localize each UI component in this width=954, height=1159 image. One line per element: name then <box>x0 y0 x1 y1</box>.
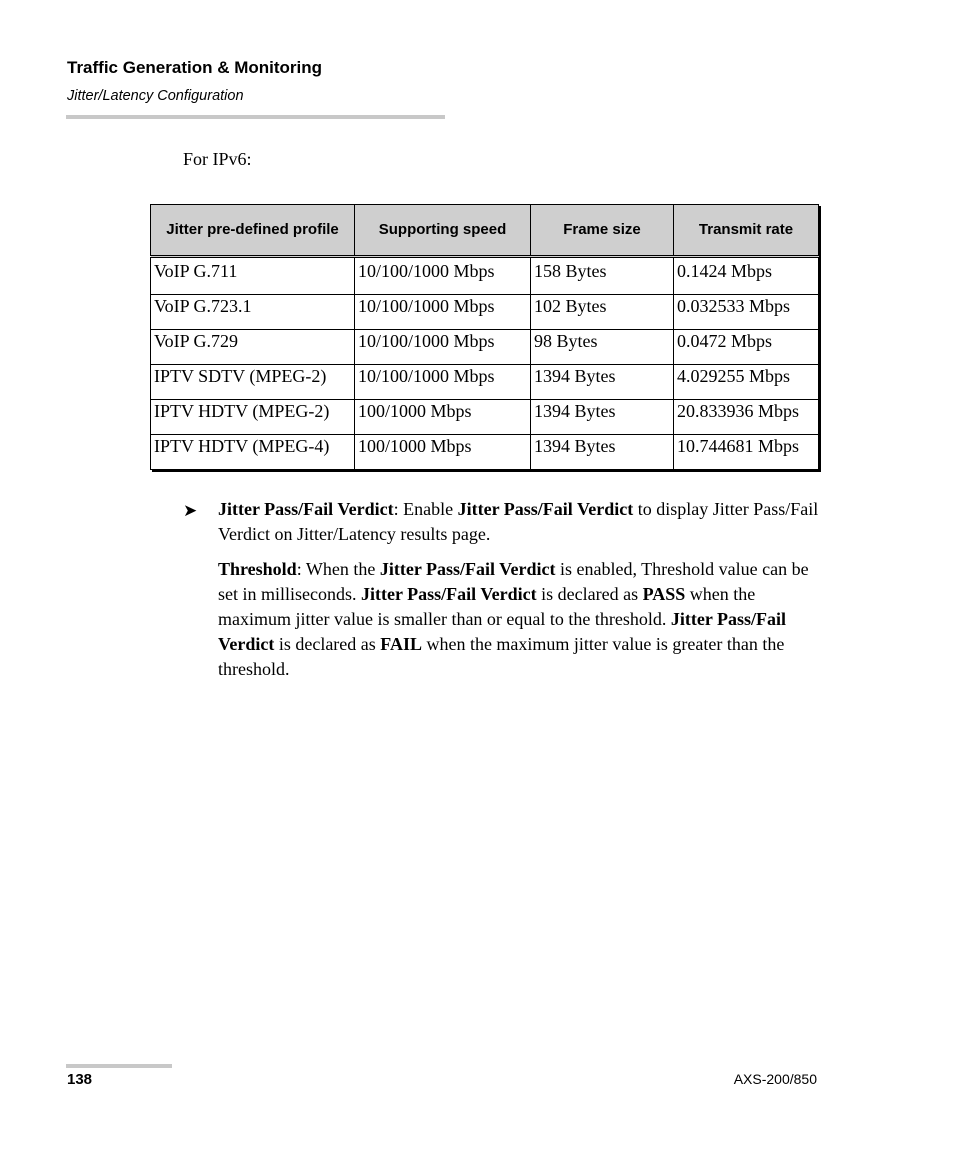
cell-profile: VoIP G.729 <box>151 330 355 365</box>
cell-speed: 10/100/1000 Mbps <box>355 257 531 295</box>
running-header-subtitle: Jitter/Latency Configuration <box>67 88 244 104</box>
text-span: is enabled, Threshold value can be set in milliseconds. <box>218 559 809 604</box>
table-row <box>151 400 819 435</box>
fail-label: FAIL <box>380 634 422 654</box>
cell-speed: 10/100/1000 Mbps <box>355 330 531 365</box>
column-header-transmit-rate: Transmit rate <box>674 205 819 257</box>
verdict-paragraph <box>218 497 823 547</box>
header-rule <box>66 115 445 119</box>
cell-speed: 100/1000 Mbps <box>355 400 531 435</box>
cell-transmit-rate: 20.833936 Mbps <box>674 400 819 435</box>
table-header-row <box>151 205 819 257</box>
cell-frame-size: 158 Bytes <box>531 257 674 295</box>
cell-profile: IPTV HDTV (MPEG-2) <box>151 400 355 435</box>
cell-speed: 10/100/1000 Mbps <box>355 295 531 330</box>
cell-transmit-rate: 0.1424 Mbps <box>674 257 819 295</box>
text-span: when the maximum jitter value is greater than the threshold. <box>218 634 785 679</box>
text-span: is declared as <box>274 634 381 654</box>
text-span: to display Jitter Pass/Fail Verdict on Jitter/Latency results page. <box>218 499 819 544</box>
term-bold: Jitter Pass/Fail Verdict <box>361 584 537 604</box>
jitter-profile-table <box>150 204 819 470</box>
cell-speed: 10/100/1000 Mbps <box>355 365 531 400</box>
cell-transmit-rate: 4.029255 Mbps <box>674 365 819 400</box>
table-row <box>151 295 819 330</box>
term-bold: Jitter Pass/Fail Verdict <box>218 499 394 519</box>
cell-transmit-rate: 0.0472 Mbps <box>674 330 819 365</box>
cell-frame-size: 1394 Bytes <box>531 400 674 435</box>
table-row <box>151 257 819 295</box>
text-span: : When the <box>296 559 380 579</box>
table-row <box>151 365 819 400</box>
footer-rule <box>66 1064 172 1068</box>
cell-transmit-rate: 0.032533 Mbps <box>674 295 819 330</box>
cell-frame-size: 102 Bytes <box>531 295 674 330</box>
text-span: : Enable <box>393 499 458 519</box>
model-label: AXS-200/850 <box>733 1071 817 1087</box>
cell-frame-size: 1394 Bytes <box>531 365 674 400</box>
term-bold: Threshold <box>218 559 297 579</box>
term-bold: Jitter Pass/Fail Verdict <box>218 609 787 654</box>
text-span: is declared as <box>536 584 643 604</box>
cell-profile: VoIP G.723.1 <box>151 295 355 330</box>
cell-speed: 100/1000 Mbps <box>355 435 531 470</box>
intro-text: For IPv6: <box>183 149 252 169</box>
text-span: when the maximum jitter value is smaller than or equal to the threshold. <box>218 584 756 629</box>
threshold-paragraph <box>218 557 823 682</box>
pass-label: PASS <box>642 584 686 604</box>
table-row <box>151 435 819 470</box>
column-header-frame-size: Frame size <box>531 205 674 257</box>
cell-transmit-rate: 10.744681 Mbps <box>674 435 819 470</box>
cell-profile: IPTV HDTV (MPEG-4) <box>151 435 355 470</box>
page-number: 138 <box>67 1071 93 1088</box>
column-header-profile: Jitter pre-defined profile <box>151 205 355 257</box>
cell-profile: VoIP G.711 <box>151 257 355 295</box>
cell-frame-size: 1394 Bytes <box>531 435 674 470</box>
term-bold: Jitter Pass/Fail Verdict <box>457 499 634 519</box>
column-header-speed: Supporting speed <box>355 205 531 257</box>
table-row <box>151 330 819 365</box>
cell-frame-size: 98 Bytes <box>531 330 674 365</box>
term-bold: Jitter Pass/Fail Verdict <box>379 559 556 579</box>
arrowhead-icon: ➤ <box>183 501 198 521</box>
running-header-title: Traffic Generation & Monitoring <box>67 58 323 77</box>
profile-table-container <box>150 204 820 470</box>
cell-profile: IPTV SDTV (MPEG-2) <box>151 365 355 400</box>
